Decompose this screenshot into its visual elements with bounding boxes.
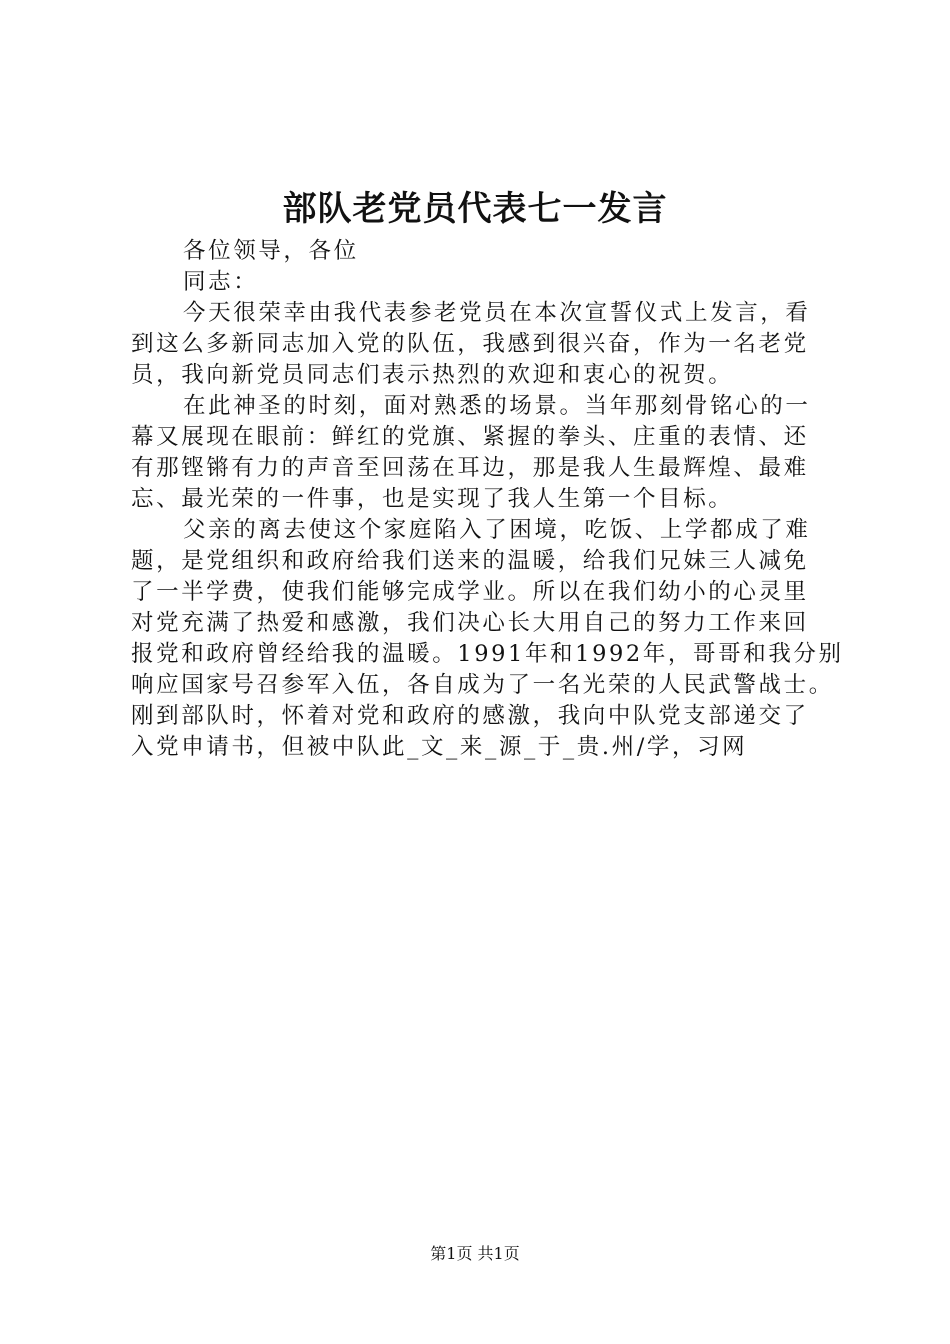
body-line: 今天很荣幸由我代表参老党员在本次宣誓仪式上发言，看 [183,300,811,326]
body-line: 幕又展现在眼前：鲜红的党旗、紧握的拳头、庄重的表情、还 [131,424,809,450]
body-line: 题，是党组织和政府给我们送来的温暖，给我们兄妹三人减免 [131,548,809,574]
document-body [131,236,844,763]
body-line: 各位领导，各位 [183,238,359,264]
body-line: 了一半学费，使我们能够完成学业。所以在我们幼小的心灵里 [131,579,809,605]
body-line: 忘、最光荣的一件事，也是实现了我人生第一个目标。 [131,486,734,512]
body-line: 刚到部队时，怀着对党和政府的感激，我向中队党支部递交了 [131,703,809,729]
page-footer: 第1页 共1页 [430,1244,520,1263]
body-line: 对党充满了热爱和感激，我们决心长大用自己的努力工作来回 [131,610,809,636]
document-title: 部队老党员代表七一发言 [282,189,668,229]
body-line: 在此神圣的时刻，面对熟悉的场景。当年那刻骨铭心的一 [183,393,811,419]
body-line: 有那铿锵有力的声音至回荡在耳边，那是我人生最辉煌、最难 [131,455,809,481]
body-line: 响应国家号召参军入伍，各自成为了一名光荣的人民武警战士。 [131,672,834,698]
body-line: 报党和政府曾经给我的温暖。1991年和1992年，哥哥和我分别 [131,641,844,667]
body-line: 员，我向新党员同志们表示热烈的欢迎和衷心的祝贺。 [131,362,734,388]
body-line: 父亲的离去使这个家庭陷入了困境，吃饭、上学都成了难 [183,517,811,543]
body-line: 入党申请书，但被中队此_文_来_源_于_贵.州/学，习网 [131,734,748,760]
body-line: 同志： [183,269,259,295]
body-line: 到这么多新同志加入党的队伍，我感到很兴奋，作为一名老党 [131,331,809,357]
